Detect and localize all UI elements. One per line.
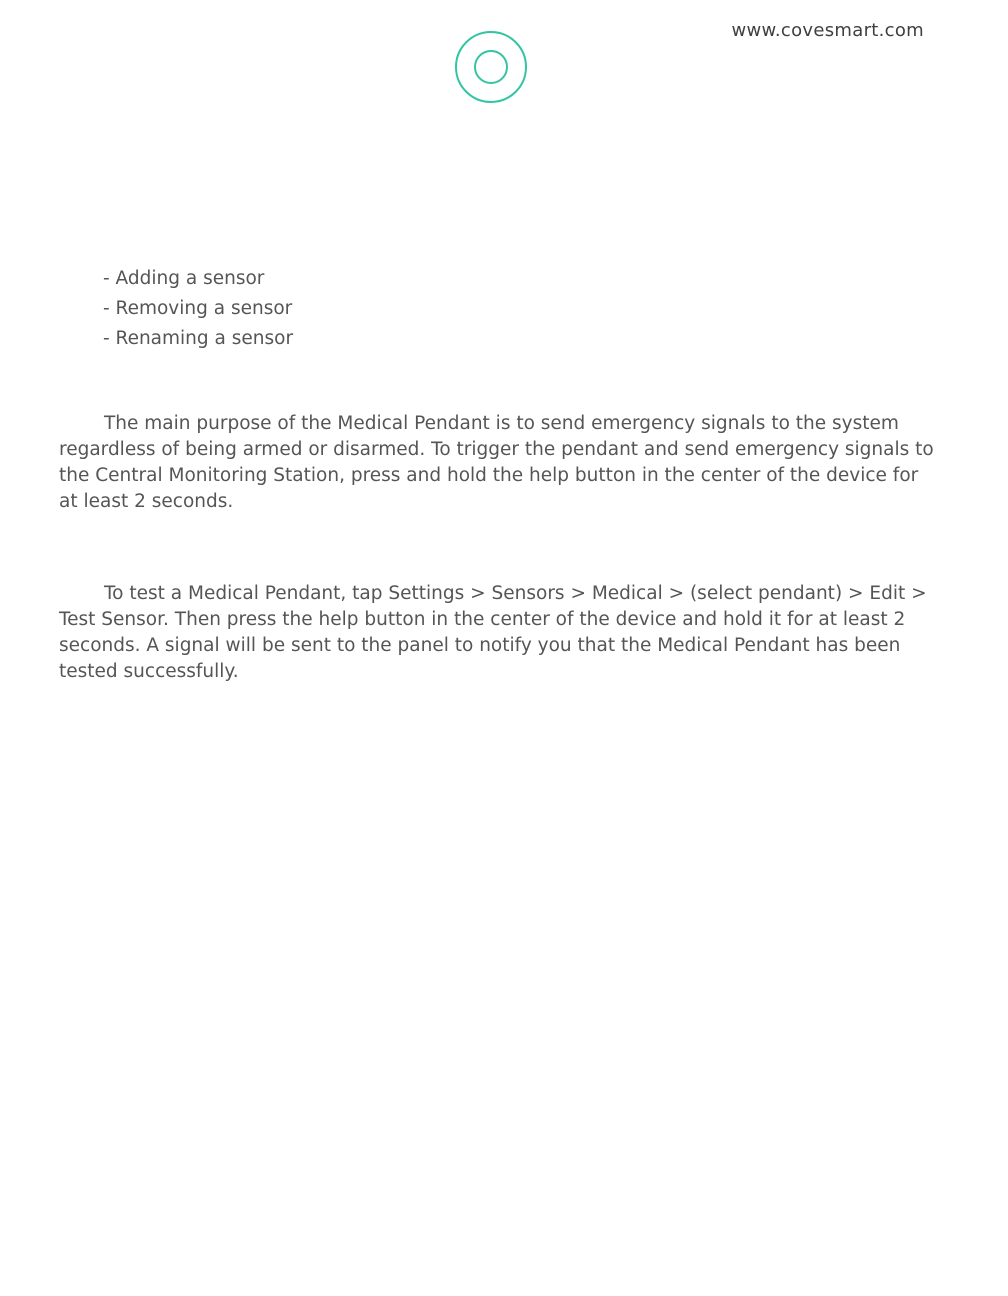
concentric-circle-logo-icon bbox=[454, 30, 528, 104]
list-item: - Removing a sensor bbox=[103, 298, 293, 319]
list-item: - Renaming a sensor bbox=[103, 328, 294, 349]
sensor-topic-list bbox=[103, 264, 293, 354]
medical-pendant-test-paragraph: To test a Medical Pendant, tap Settings > Sensors > Medical > (select pendant) > Edit > Test Sensor. Then press the help button in the center of the device and hold it for at least 2 seconds. A signal will be sent to the panel to notify you that the Medical Pendant has been tested successfully. bbox=[59, 583, 927, 682]
website-url: www.covesmart.com bbox=[731, 20, 924, 41]
list-item: - Adding a sensor bbox=[103, 268, 265, 289]
medical-pendant-purpose-paragraph: The main purpose of the Medical Pendant is to send emergency signals to the system regardless of being armed or disarmed. To trigger the pendant and send emergency signals to the Central Monitoring Station, press and hold the help button in the center of the device for at least 2 seconds. bbox=[59, 413, 934, 512]
